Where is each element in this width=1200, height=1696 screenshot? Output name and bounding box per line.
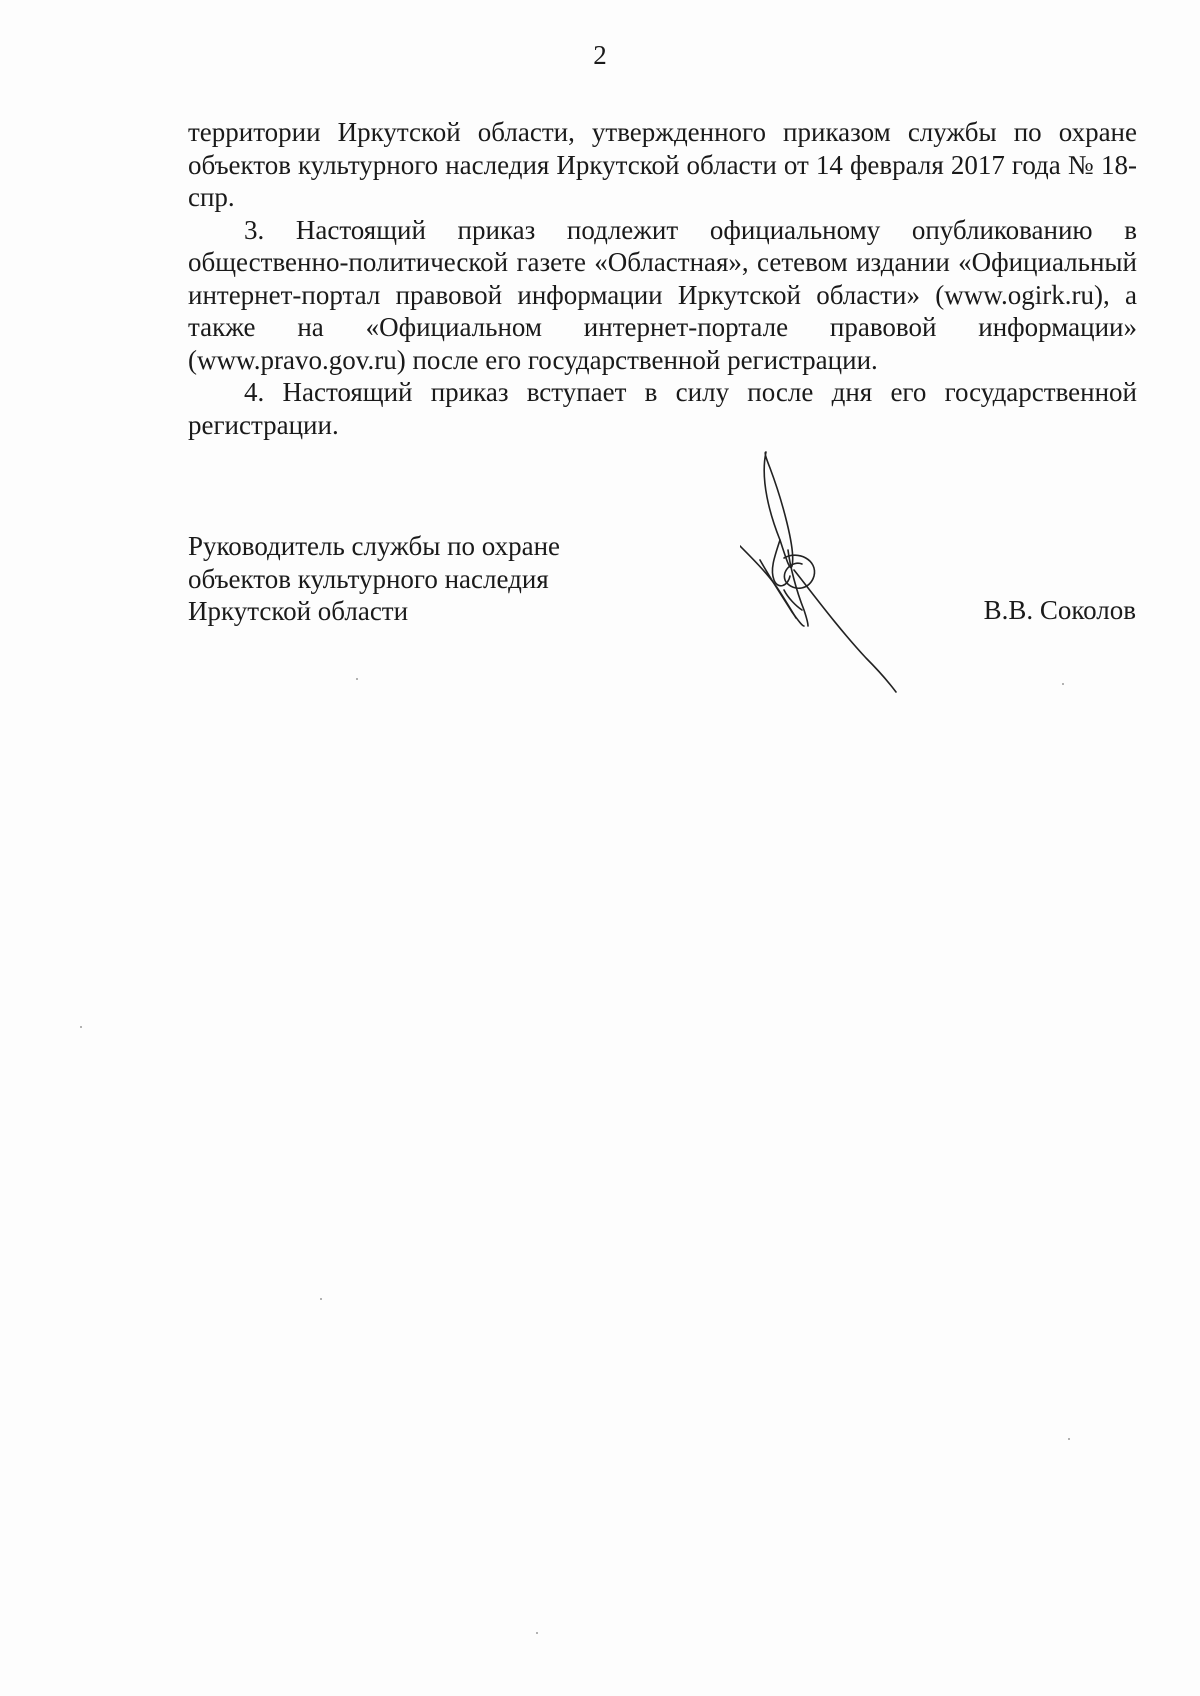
paragraph-continuation: территории Иркутской области, утвержденного приказом службы по охране объектов культурного наследия Иркутской области от 14 февраля 2017 года № 18-спр. (188, 117, 1137, 212)
scan-speck (320, 1298, 322, 1300)
paragraph-item-4: 4. Настоящий приказ вступает в силу после дня его государственной регистрации. (188, 377, 1137, 440)
scan-speck (356, 678, 358, 680)
scan-speck (80, 1026, 82, 1028)
signatory-title-line: Иркутской области (188, 596, 409, 626)
signatory-name: В.В. Соколов (983, 595, 1136, 625)
scan-speck (1062, 683, 1064, 685)
scan-speck (1068, 1438, 1070, 1440)
document-body (188, 116, 1137, 441)
signatory-title-line: Руководитель службы по охране (188, 531, 561, 561)
signatory-title-line: объектов культурного наследия (188, 563, 549, 594)
page-number: 2 (593, 40, 607, 70)
paragraph-item-3: 3. Настоящий приказ подлежит официальному опубликованию в общественно-политической газете «Областная», сетевом издании «Официальный интернет-портал правовой информации Иркутской области» (www.ogirk.ru), а также на «Официальном интернет-портале правовой информации» (www.pravo.gov.ru) после его государственной регистрации. (188, 214, 1137, 375)
scan-speck (536, 1632, 538, 1634)
handwritten-signature (740, 440, 920, 700)
signatory-title (188, 530, 560, 628)
